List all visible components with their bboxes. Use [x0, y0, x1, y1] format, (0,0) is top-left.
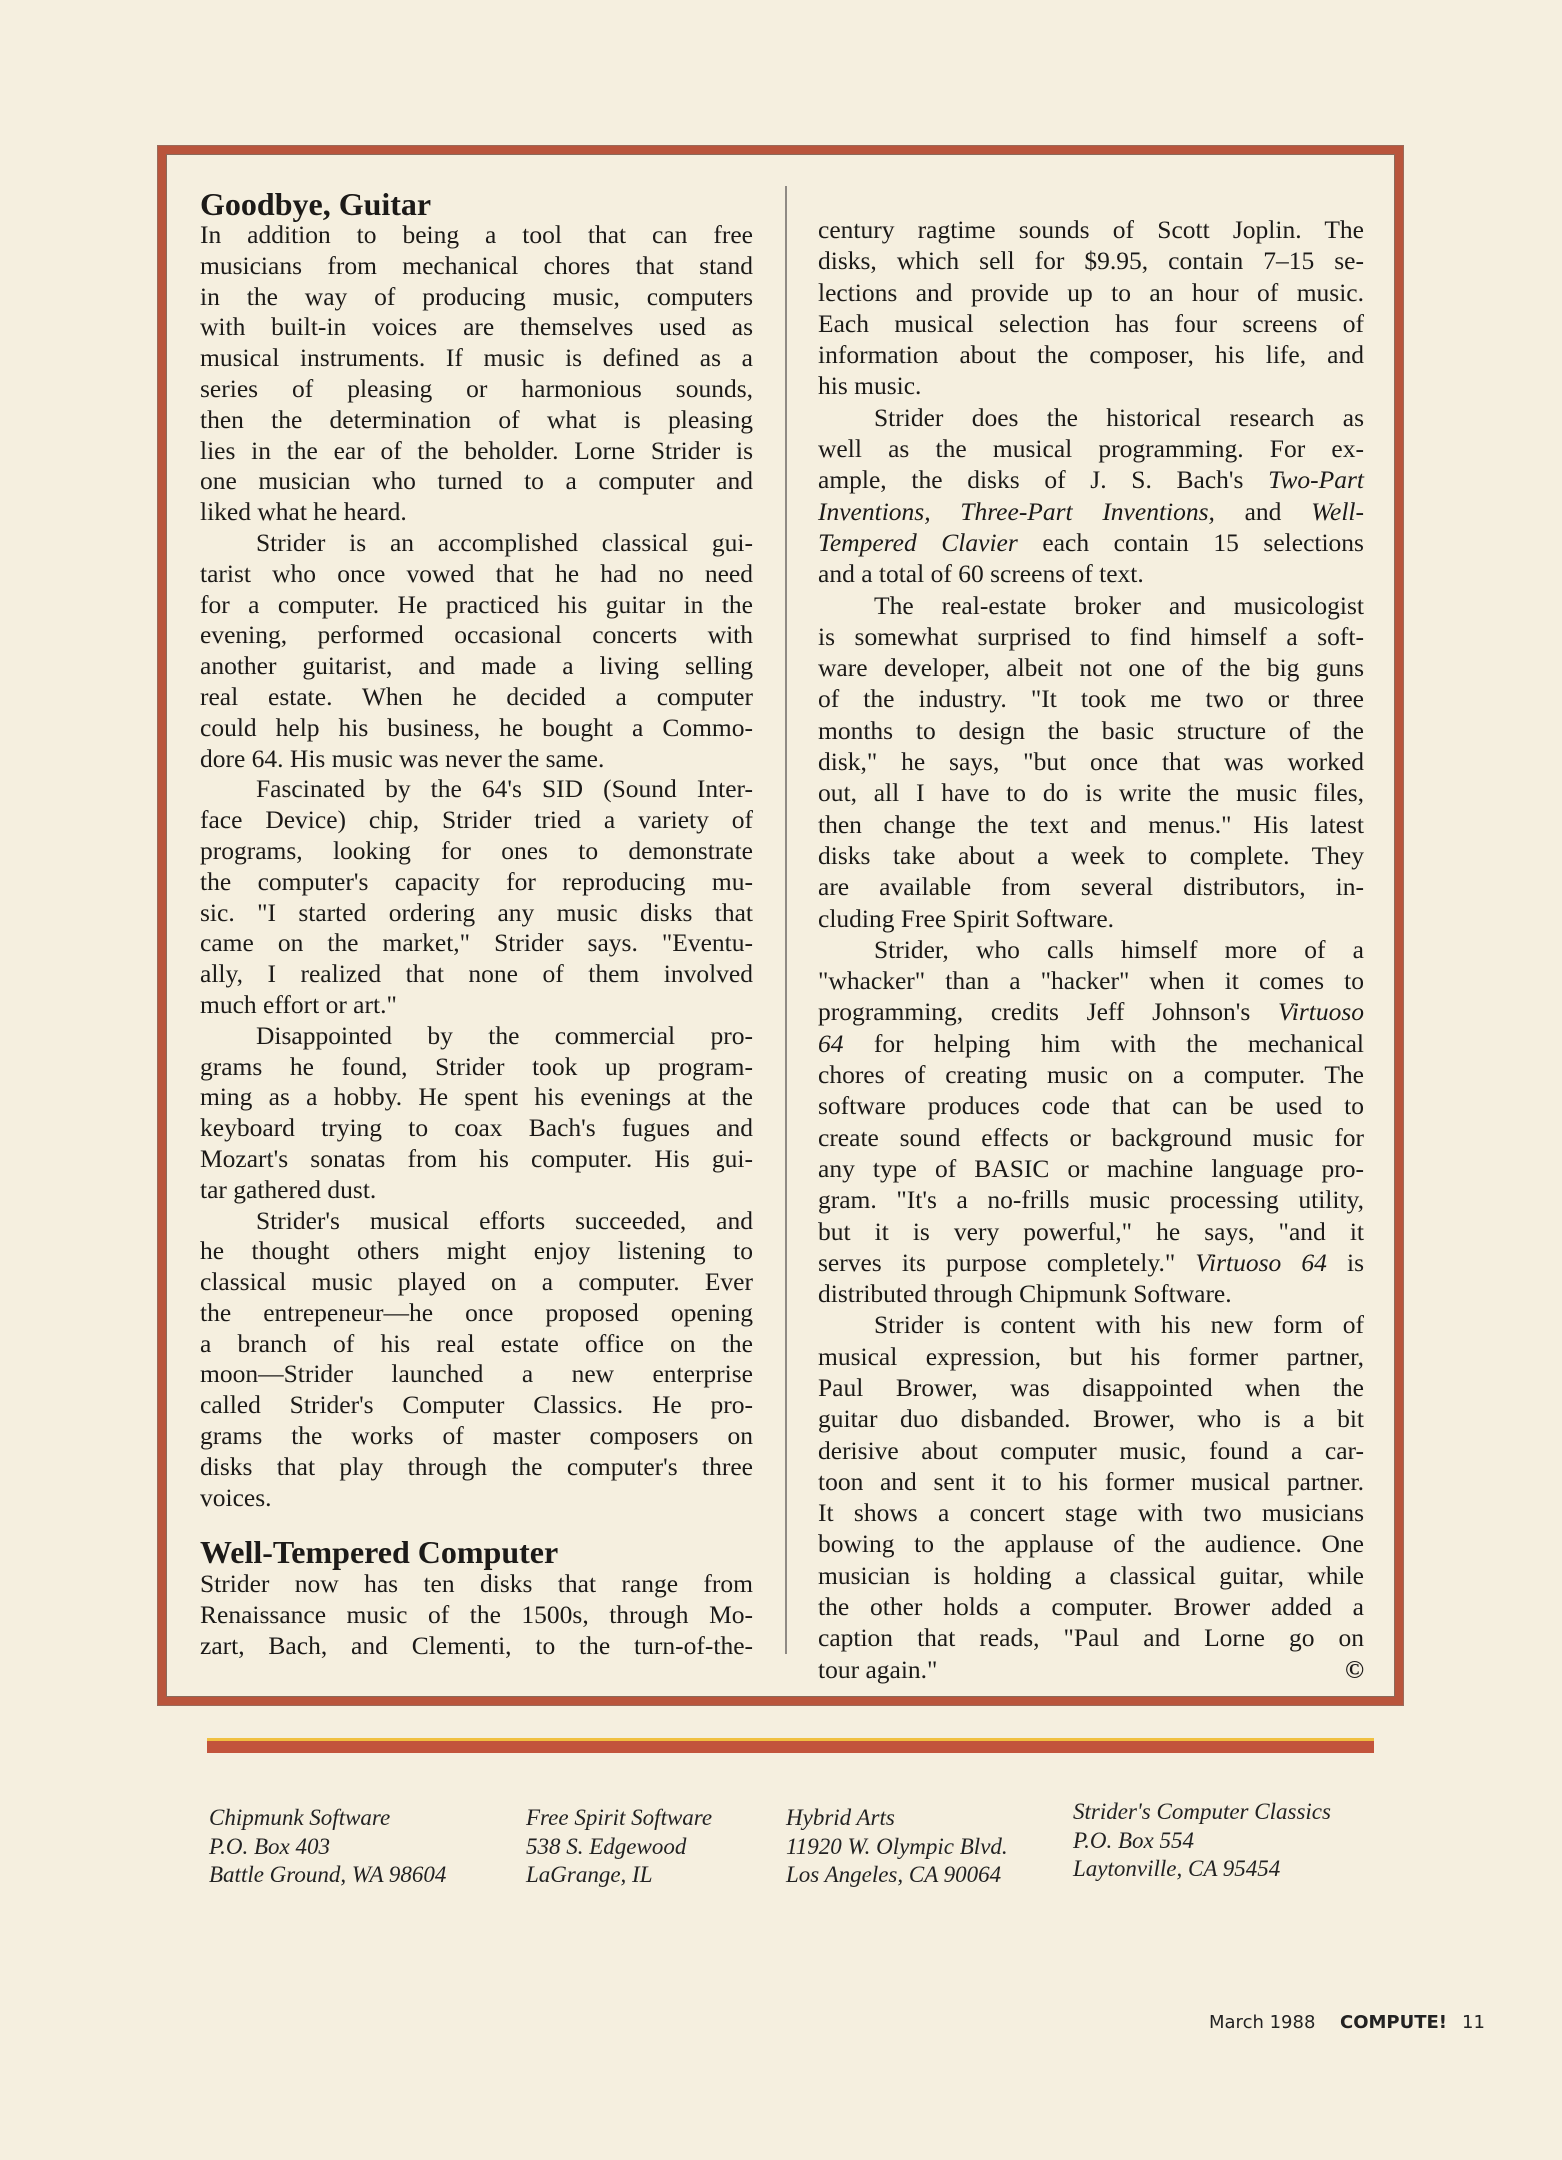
text-line: Strider does the historical research as [874, 402, 1364, 432]
text-line: real estate. When he decided a computer [200, 681, 753, 711]
footer-magazine: COMPUTE! [1340, 2012, 1448, 2033]
column-divider [785, 186, 787, 1654]
text-line: programs, looking for ones to demonstrate [200, 835, 753, 865]
text-line: Tempered Clavier each contain 15 selections [818, 527, 1364, 557]
text-line: lies in the ear of the beholder. Lorne Strider is [200, 435, 753, 465]
italic-title: 64 [818, 1028, 844, 1058]
text-line: but it is very powerful," he says, "and it [818, 1216, 1364, 1246]
text-line: dore 64. His music was never the same. [200, 743, 605, 773]
text-line: serves its purpose completely." Virtuoso 64 is [818, 1247, 1364, 1277]
text-line: disk," he says, "but once that was worked [818, 747, 1364, 777]
text-line: then change the text and menus." His latest [818, 809, 1364, 839]
text-line: Strider is an accomplished classical gui- [256, 527, 753, 557]
text-line: of the industry. "It took me two or three [818, 684, 1364, 714]
text-line: Strider is content with his new form of [874, 1310, 1364, 1340]
text-line: ample, the disks of J. S. Bach's Two-Part [818, 465, 1364, 495]
text-line: series of pleasing or harmonious sounds, [200, 373, 753, 403]
text-line: and a total of 60 screens of text. [818, 559, 1144, 589]
text-line: the computer's capacity for reproducing mu- [200, 866, 753, 896]
text-line: much effort or art." [200, 989, 397, 1019]
decorative-rule [207, 1738, 1374, 1753]
text-line: gram. "It's a no-frills music processing utility, [818, 1185, 1364, 1215]
text-line: he thought others might enjoy listening to [200, 1236, 753, 1266]
text-line: sic. "I started ordering any music disks that [200, 897, 753, 927]
address-name: Strider's Computer Classics [1073, 1799, 1331, 1824]
text-line: It shows a concert stage with two musicians [818, 1498, 1364, 1528]
text-line: are available from several distributors, in- [818, 872, 1364, 902]
text-line: liked what he heard. [200, 497, 407, 527]
text-line: tour again." © [818, 1654, 1364, 1684]
text-line: 64 for helping him with the mechanical [818, 1028, 1364, 1058]
text-line: musician is holding a classical guitar, while [818, 1560, 1364, 1590]
text-line: then the determination of what is pleasing [200, 404, 753, 434]
text-line: face Device) chip, Strider tried a variety of [200, 805, 753, 835]
text-line: grams he found, Strider took up program- [200, 1051, 753, 1081]
footer-date: March 1988 [1209, 2012, 1316, 2033]
address-name: Hybrid Arts [786, 1805, 895, 1830]
text-line: moon—Strider launched a new enterprise [200, 1359, 753, 1389]
text-line: Fascinated by the 64's SID (Sound Inter- [256, 774, 753, 804]
text-line: ware developer, albeit not one of the big guns [818, 653, 1364, 683]
text-line: In addition to being a tool that can free [200, 220, 753, 249]
address-line: P.O. Box 554 [1073, 1827, 1194, 1853]
text-line: bowing to the applause of the audience. One [818, 1529, 1364, 1559]
heading-well-tempered-computer: Well-Tempered Computer [200, 1534, 559, 1570]
italic-title: Virtuoso 64 [1195, 1247, 1327, 1277]
text-line: musical expression, but his former partner, [818, 1341, 1364, 1371]
text-line: guitar duo disbanded. Brower, who is a bit [818, 1404, 1364, 1434]
text-line: disks that play through the computer's three [200, 1451, 753, 1481]
italic-title: Virtuoso [1278, 997, 1364, 1027]
text-line: Renaissance music of the 1500s, through Mo- [200, 1599, 753, 1629]
address-name: Free Spirit Software [526, 1805, 713, 1830]
text-line: grams the works of master composers on [200, 1421, 753, 1451]
text-line: one musician who turned to a computer and [200, 466, 753, 496]
address-line: P.O. Box 403 [209, 1833, 330, 1859]
footer-page-number: 11 [1462, 2012, 1485, 2033]
text-line: Strider's musical efforts succeeded, and [256, 1205, 753, 1235]
text-line: another guitarist, and made a living selling [200, 651, 753, 681]
text-line: ming as a hobby. He spent his evenings at the [200, 1082, 753, 1112]
left-column-body [200, 220, 753, 1513]
text-line: keyboard trying to coax Bach's fugues and [200, 1113, 753, 1143]
address-hybrid-arts [786, 1804, 1008, 1890]
text-line: programming, credits Jeff Johnson's Virtuoso [818, 997, 1364, 1027]
text-line: zart, Bach, and Clementi, to the turn-of-the- [200, 1630, 753, 1660]
text-line: came on the market," Strider says. "Eventu- [200, 928, 753, 958]
text-line: disks, which sell for $9.95, contain 7–15 se- [818, 246, 1364, 276]
text-line: disks take about a week to complete. They [818, 840, 1364, 870]
text-line: called Strider's Computer Classics. He pro- [200, 1390, 753, 1420]
address-line: Laytonville, CA 95454 [1073, 1856, 1281, 1881]
address-line: LaGrange, IL [526, 1862, 653, 1887]
text-line: Disappointed by the commercial pro- [256, 1020, 753, 1050]
text-line: with built-in voices are themselves used as [200, 312, 753, 342]
text-line: the entrepeneur—he once proposed opening [200, 1297, 753, 1327]
left-column-section2 [200, 1569, 753, 1661]
text-line: a branch of his real estate office on the [200, 1328, 753, 1358]
text-line: classical music played on a computer. Ever [200, 1267, 753, 1297]
text-line: Strider, who calls himself more of a [874, 934, 1364, 964]
text-line: could help his business, he bought a Commo- [200, 712, 753, 742]
text-line: century ragtime sounds of Scott Joplin. The [818, 215, 1364, 244]
text-line: any type of BASIC or machine language pro- [818, 1153, 1364, 1183]
italic-title: Tempered Clavier [818, 527, 1018, 557]
text-line: musical instruments. If music is defined as a [200, 343, 753, 373]
text-line: "whacker" than a "hacker" when it comes to [818, 966, 1364, 996]
text-line: the other holds a computer. Brower added a [818, 1592, 1364, 1622]
text-line: lections and provide up to an hour of music. [818, 277, 1364, 307]
text-line: Inventions, Three-Part Inventions, and Well- [818, 496, 1364, 526]
right-column-body [818, 214, 1364, 1685]
text-line: tar gathered dust. [200, 1174, 377, 1204]
text-line: months to design the basic structure of the [818, 715, 1364, 745]
heading-goodbye-guitar: Goodbye, Guitar [200, 186, 432, 222]
italic-title: Inventions, Three-Part Inventions, [818, 496, 1215, 526]
text-line: chores of creating music on a computer. The [818, 1060, 1364, 1090]
end-of-article-mark: © [1344, 1654, 1364, 1684]
text-line: caption that reads, "Paul and Lorne go on [818, 1623, 1364, 1653]
italic-title: Well- [1311, 496, 1364, 526]
address-chipmunk [209, 1804, 446, 1890]
text-line: musicians from mechanical chores that stand [200, 250, 753, 280]
text-line: for a computer. He practiced his guitar in the [200, 589, 753, 619]
text-line: toon and sent it to his former musical partner. [818, 1466, 1364, 1496]
address-name: Chipmunk Software [209, 1805, 391, 1830]
text-line: derisive about computer music, found a car- [818, 1435, 1364, 1465]
text-line: create sound effects or background music for [818, 1122, 1364, 1152]
address-striders-classics [1073, 1798, 1331, 1884]
text-line: ally, I realized that none of them involved [200, 959, 753, 989]
text-line: Mozart's sonatas from his computer. His gui- [200, 1143, 753, 1173]
text-line: distributed through Chipmunk Software. [818, 1279, 1232, 1309]
text-line: his music. [818, 371, 922, 401]
italic-title: Two-Part [1268, 465, 1364, 495]
text-line: tarist who once vowed that he had no need [200, 558, 753, 588]
text-line: evening, performed occasional concerts with [200, 620, 753, 650]
address-line: Los Angeles, CA 90064 [786, 1862, 1002, 1887]
text-line: in the way of producing music, computers [200, 281, 753, 311]
text-line: voices. [200, 1482, 272, 1512]
address-free-spirit [526, 1804, 712, 1890]
text-line: well as the musical programming. For ex- [818, 434, 1364, 464]
text-line: Paul Brower, was disappointed when the [818, 1372, 1364, 1402]
address-line: 538 S. Edgewood [526, 1833, 687, 1859]
text-line: software produces code that can be used to [818, 1091, 1364, 1121]
address-line: Battle Ground, WA 98604 [209, 1862, 447, 1887]
text-line: information about the composer, his life, and [818, 340, 1364, 370]
text-line: is somewhat surprised to find himself a soft- [818, 621, 1364, 651]
text-line: The real-estate broker and musicologist [874, 590, 1364, 620]
text-line: Strider now has ten disks that range from [200, 1569, 753, 1598]
text-line: Each musical selection has four screens of [818, 308, 1364, 338]
text-line: out, all I have to do is write the music files, [818, 778, 1364, 808]
text-line: cluding Free Spirit Software. [818, 903, 1115, 933]
address-line: 11920 W. Olympic Blvd. [786, 1833, 1008, 1859]
